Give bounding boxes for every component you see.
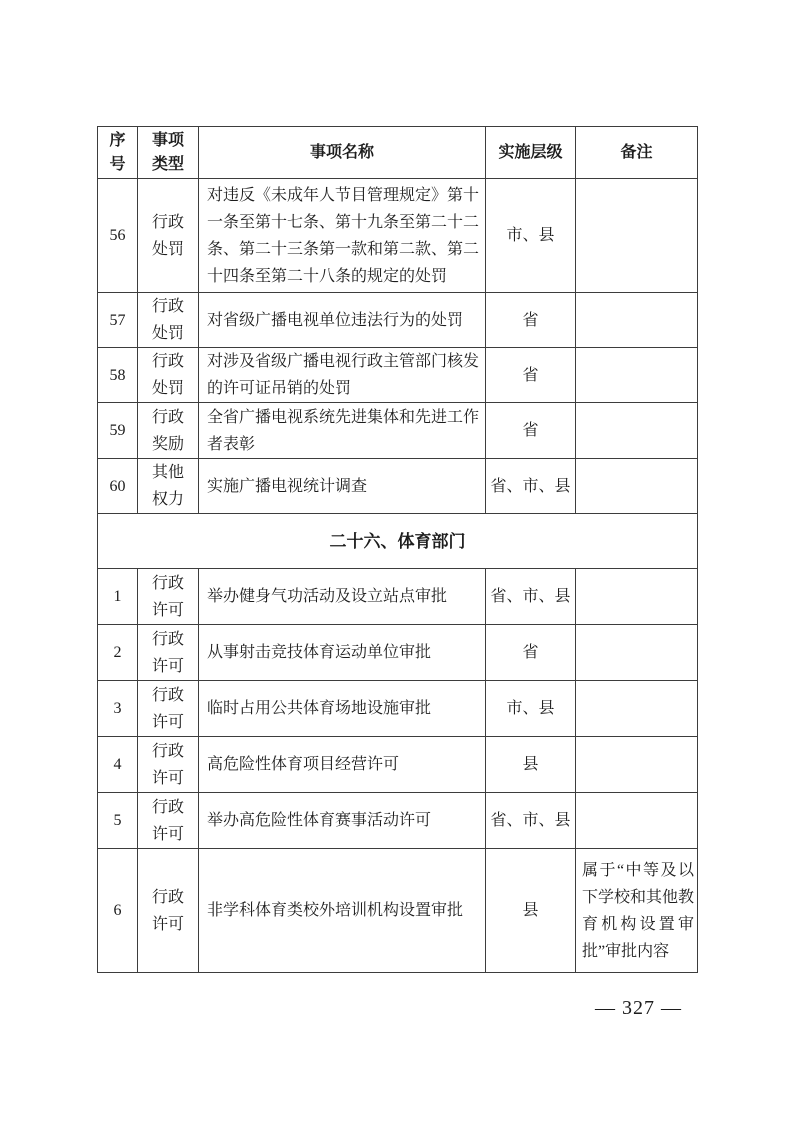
- item-type: 行政许可: [138, 569, 199, 625]
- implementation-level: 省、市、县: [486, 569, 576, 625]
- implementation-level: 省: [486, 293, 576, 348]
- implementation-level: 省、市、县: [486, 459, 576, 514]
- table-row: [98, 625, 698, 681]
- implementation-level: 省: [486, 403, 576, 459]
- table-row: [98, 849, 698, 973]
- row-number: 4: [98, 737, 138, 793]
- row-number: 58: [98, 348, 138, 403]
- row-number: 56: [98, 179, 138, 293]
- row-number: 3: [98, 681, 138, 737]
- table-row: [98, 403, 698, 459]
- item-name: 高危险性体育项目经营许可: [199, 737, 486, 793]
- row-number: 59: [98, 403, 138, 459]
- item-type: 行政处罚: [138, 348, 199, 403]
- table-row: [98, 179, 698, 293]
- implementation-level: 县: [486, 849, 576, 973]
- item-name: 实施广播电视统计调查: [199, 459, 486, 514]
- item-name: 全省广播电视系统先进集体和先进工作者表彰: [199, 403, 486, 459]
- row-number: 2: [98, 625, 138, 681]
- item-name: 举办健身气功活动及设立站点审批: [199, 569, 486, 625]
- row-number: 6: [98, 849, 138, 973]
- remark: [576, 625, 698, 681]
- item-type: 行政处罚: [138, 293, 199, 348]
- header-remark: 备注: [576, 127, 698, 179]
- table-row: [98, 569, 698, 625]
- item-name: 对违反《未成年人节目管理规定》第十一条至第十七条、第十九条至第二十二条、第二十三条第一款和第二款、第二十四条至第二十八条的规定的处罚: [199, 179, 486, 293]
- item-name: 非学科体育类校外培训机构设置审批: [199, 849, 486, 973]
- section-title: 二十六、体育部门: [98, 514, 698, 569]
- row-number: 60: [98, 459, 138, 514]
- row-number: 5: [98, 793, 138, 849]
- remark: [576, 737, 698, 793]
- implementation-level: 省: [486, 625, 576, 681]
- item-type: 其他权力: [138, 459, 199, 514]
- table-row: [98, 293, 698, 348]
- item-name: 临时占用公共体育场地设施审批: [199, 681, 486, 737]
- remark: [576, 403, 698, 459]
- row-number: 1: [98, 569, 138, 625]
- table-row: [98, 348, 698, 403]
- remark: [576, 348, 698, 403]
- remark: 属于“中等及以下学校和其他教育机构设置审批”审批内容: [576, 849, 698, 973]
- table-row: [98, 459, 698, 514]
- item-type: 行政许可: [138, 737, 199, 793]
- implementation-level: 县: [486, 737, 576, 793]
- table-row: [98, 681, 698, 737]
- item-name: 对涉及省级广播电视行政主管部门核发的许可证吊销的处罚: [199, 348, 486, 403]
- remark: [576, 459, 698, 514]
- item-type: 行政许可: [138, 625, 199, 681]
- item-type: 行政许可: [138, 849, 199, 973]
- item-name: 从事射击竞技体育运动单位审批: [199, 625, 486, 681]
- header-item-name: 事项名称: [199, 127, 486, 179]
- header-implementation-level: 实施层级: [486, 127, 576, 179]
- item-type: 行政许可: [138, 681, 199, 737]
- row-number: 57: [98, 293, 138, 348]
- item-type: 行政奖励: [138, 403, 199, 459]
- remark: [576, 793, 698, 849]
- section-header-row: [98, 514, 698, 569]
- remark: [576, 179, 698, 293]
- implementation-level: 市、县: [486, 681, 576, 737]
- table-row: [98, 737, 698, 793]
- implementation-level: 省、市、县: [486, 793, 576, 849]
- items-table: [97, 126, 698, 973]
- item-name: 对省级广播电视单位违法行为的处罚: [199, 293, 486, 348]
- item-name: 举办高危险性体育赛事活动许可: [199, 793, 486, 849]
- item-type: 行政处罚: [138, 179, 199, 293]
- table-header-row: [98, 127, 698, 179]
- remark: [576, 293, 698, 348]
- header-serial-number: 序号: [98, 127, 138, 179]
- implementation-level: 市、县: [486, 179, 576, 293]
- remark: [576, 681, 698, 737]
- table-row: [98, 793, 698, 849]
- remark: [576, 569, 698, 625]
- header-item-type: 事项类型: [138, 127, 199, 179]
- item-type: 行政许可: [138, 793, 199, 849]
- page-number: — 327 —: [595, 997, 682, 1019]
- implementation-level: 省: [486, 348, 576, 403]
